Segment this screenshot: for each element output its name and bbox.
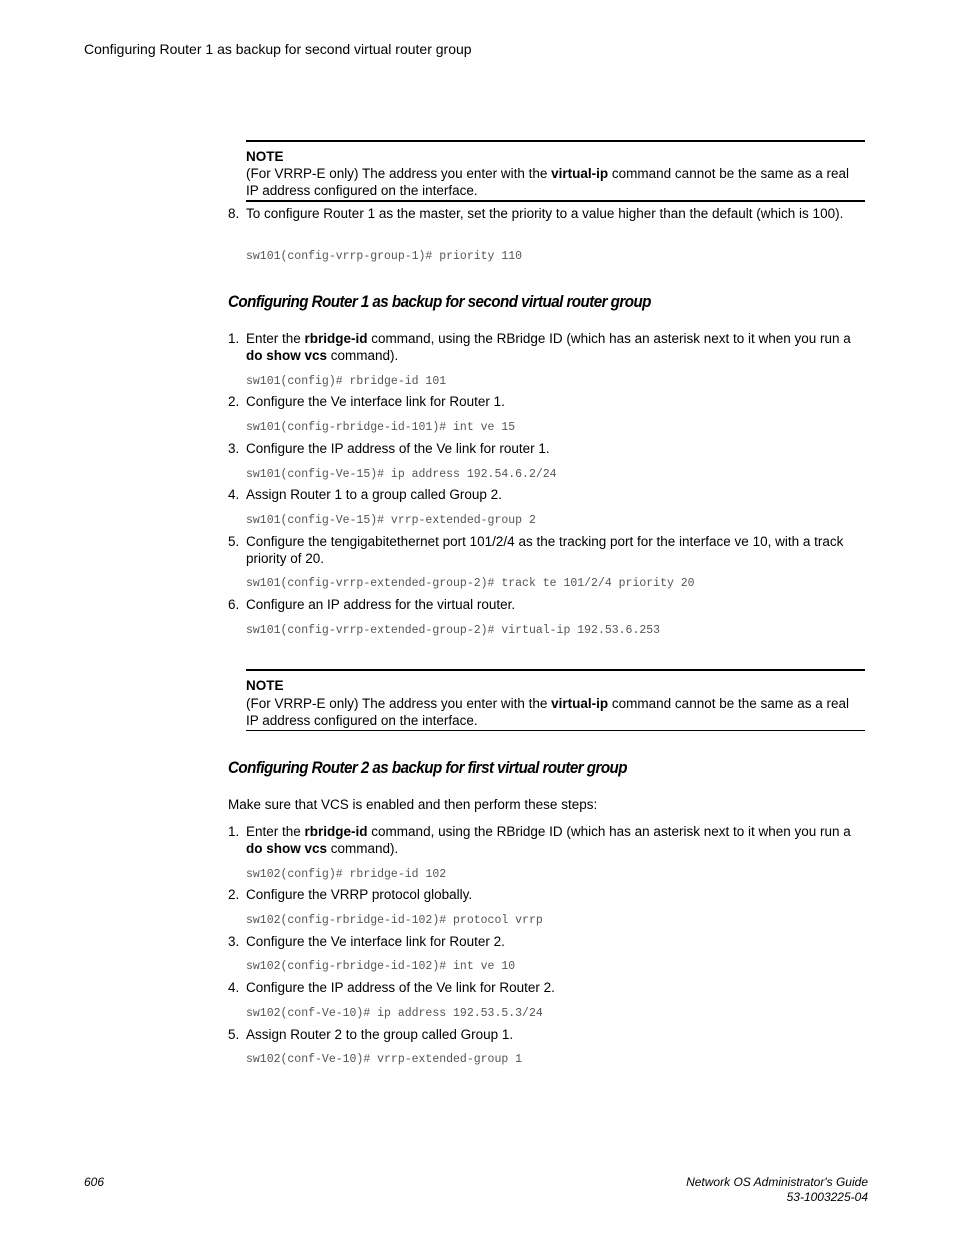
running-header: Configuring Router 1 as backup for second virtual router group [84, 41, 472, 57]
note-command: virtual-ip [551, 166, 609, 181]
note-text: (For VRRP-E only) The address you enter with the virtual-ip command cannot be the same as a real IP address configured on the interface. [246, 696, 850, 728]
code-example: sw102(config-rbridge-id-102)# int ve 10 [246, 960, 516, 973]
code-example: sw101(config-vrrp-extended-group-2)# track te 101/2/4 priority 20 [246, 577, 695, 590]
step-8 [228, 205, 868, 222]
step-text: To configure Router 1 as the master, set the priority to a value higher than the default (which is 100). [246, 206, 844, 221]
code-example: sw101(config-vrrp-extended-group-2)# virtual-ip 192.53.6.253 [246, 624, 661, 637]
code-example: sw102(conf-Ve-10)# vrrp-extended-group 1 [246, 1053, 523, 1066]
guide-title: Network OS Administrator's Guide [686, 1175, 868, 1189]
footer-doc-info [686, 1175, 868, 1205]
code-example: sw102(conf-Ve-10)# ip address 192.53.5.3/24 [246, 1007, 543, 1020]
note-bottom-rule [246, 200, 865, 202]
section-heading: Configuring Router 2 as backup for first virtual router group [228, 759, 627, 777]
step-6: 6. Configure an IP address for the virtual router. [228, 597, 516, 612]
step-number: 8. [228, 206, 240, 221]
step-3: 3. Configure the Ve interface link for Router 2. [228, 934, 505, 949]
step-5: 5. Assign Router 2 to the group called Group 1. [228, 1027, 514, 1042]
note-text: (For VRRP-E only) The address you enter with the virtual-ip command cannot be the same as a real IP address configured on the interface. [246, 166, 850, 198]
step-1: 1. Enter the rbridge-id command, using the RBridge ID (which has an asterisk next to it when you run a do show vcs command). [228, 824, 851, 856]
note-label: NOTE [246, 678, 284, 693]
code-example: sw101(config)# rbridge-id 101 [246, 375, 447, 388]
doc-number: 53-1003225-04 [786, 1190, 868, 1204]
step-3: 3. Configure the IP address of the Ve link for router 1. [228, 441, 550, 456]
note-command: virtual-ip [551, 696, 609, 711]
step-5: 5. Configure the tengigabitethernet port 101/2/4 as the tracking port for the interface ve 10, with a track priority of 20. [228, 534, 844, 566]
step-2: 2. Configure the VRRP protocol globally. [228, 887, 473, 902]
code-example: sw102(config)# rbridge-id 102 [246, 868, 447, 881]
note-top-rule [246, 140, 865, 142]
step-4: 4. Configure the IP address of the Ve link for Router 2. [228, 980, 555, 995]
code-example: sw102(config-rbridge-id-102)# protocol vrrp [246, 914, 543, 927]
code-example: sw101(config-Ve-15)# ip address 192.54.6.2/24 [246, 468, 557, 481]
step-4: 4. Assign Router 1 to a group called Group 2. [228, 487, 502, 502]
step-2: 2. Configure the Ve interface link for Router 1. [228, 394, 505, 409]
code-example: sw101(config-vrrp-group-1)# priority 110 [246, 250, 523, 263]
intro-paragraph: Make sure that VCS is enabled and then perform these steps: [228, 797, 598, 812]
code-example: sw101(config-Ve-15)# vrrp-extended-group 2 [246, 514, 536, 527]
code-example: sw101(config-rbridge-id-101)# int ve 15 [246, 421, 516, 434]
step-1: 1. Enter the rbridge-id command, using the RBridge ID (which has an asterisk next to it when you run a do show vcs command). [228, 331, 851, 363]
section-heading: Configuring Router 1 as backup for second virtual router group [228, 293, 651, 311]
note-label: NOTE [246, 149, 284, 164]
page-number: 606 [84, 1175, 105, 1189]
note-top-rule [246, 669, 865, 671]
note-bottom-rule [246, 730, 865, 731]
